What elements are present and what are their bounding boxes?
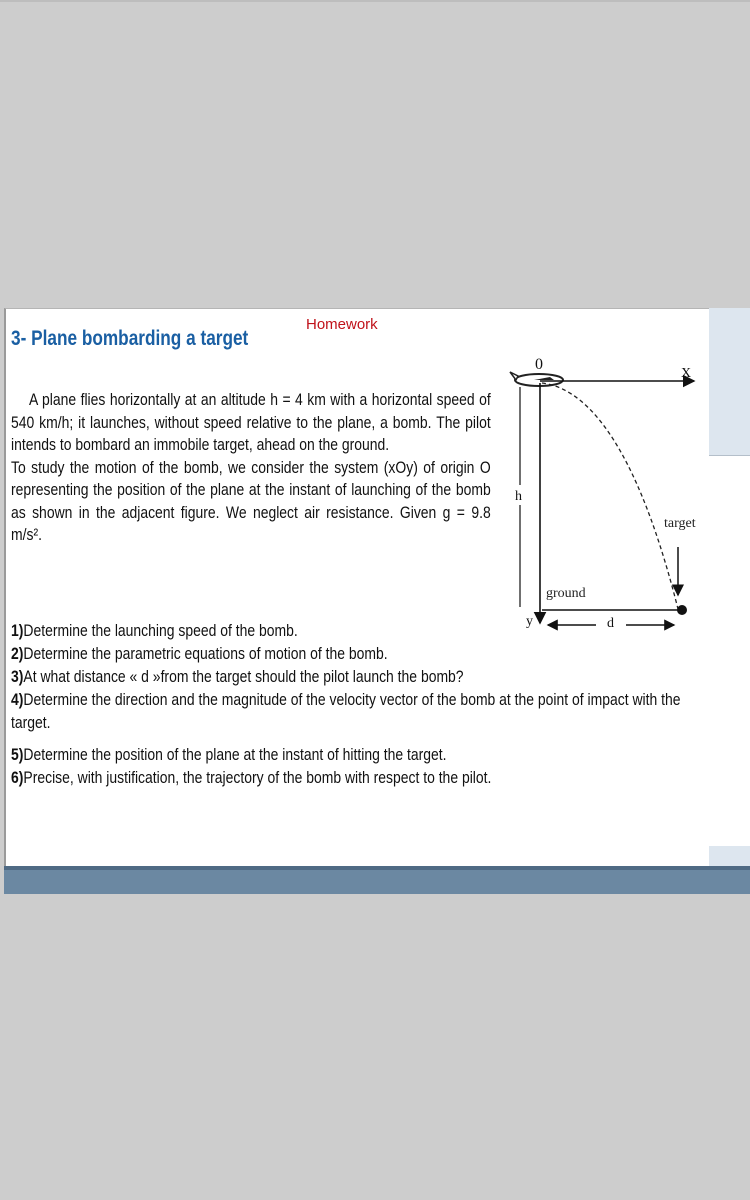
question-number: 4)	[11, 690, 24, 709]
x-axis-label: X	[681, 366, 692, 381]
problem-title: 3- Plane bombarding a target	[11, 327, 249, 350]
question-1	[11, 619, 683, 642]
question-text: Determine the parametric equations of motion of the bomb.	[23, 644, 388, 663]
question-5	[11, 743, 683, 766]
question-6	[11, 766, 683, 789]
question-text: Determine the direction and the magnitude of the velocity vector of the bomb at the point of impact with the target.	[11, 690, 681, 732]
distance-label: d	[607, 616, 614, 631]
question-3	[11, 665, 683, 688]
homework-label: Homework	[306, 316, 378, 333]
bottom-bar	[4, 866, 750, 894]
y-axis-label: y	[526, 614, 533, 629]
bottom-bar-edge	[4, 866, 750, 870]
question-2	[11, 642, 683, 665]
statement-paragraph-1: A plane flies horizontally at an altitude h = 4 km with a horizontal speed of 540 km/h; it launches, without speed relative to the plane, a bomb. The pilot intends to bombard an immobile target, ahead on the ground.	[11, 390, 491, 454]
bomb-trajectory	[542, 383, 678, 609]
problem-statement	[11, 389, 491, 547]
question-number: 1)	[11, 621, 24, 640]
homework-slide	[4, 308, 711, 867]
questions-list	[11, 619, 683, 789]
plane-icon	[510, 372, 563, 386]
trajectory-figure	[506, 347, 706, 647]
top-border	[0, 0, 750, 2]
panel-lower	[709, 456, 750, 846]
question-text: Determine the launching speed of the bomb.	[23, 621, 298, 640]
question-number: 3)	[11, 667, 24, 686]
height-label: h	[515, 489, 522, 504]
question-text: Determine the position of the plane at the instant of hitting the target.	[23, 745, 447, 764]
question-4	[11, 688, 683, 734]
question-number: 2)	[11, 644, 24, 663]
right-side-panel	[709, 308, 750, 866]
origin-label: 0	[535, 356, 543, 373]
target-point	[677, 605, 687, 615]
question-number: 5)	[11, 745, 24, 764]
question-number: 6)	[11, 768, 24, 787]
question-text: At what distance « d »from the target should the pilot launch the bomb?	[23, 667, 464, 686]
question-text: Precise, with justification, the trajectory of the bomb with respect to the pilot.	[23, 768, 492, 787]
ground-label: ground	[546, 586, 586, 601]
statement-paragraph-2: To study the motion of the bomb, we consider the system (xOy) of origin O representing the position of the plane at the instant of launching of the bomb as shown in the adjacent figure. We neglect air resistance. Given g = 9.8 m/s².	[11, 457, 491, 544]
target-label: target	[664, 516, 696, 531]
